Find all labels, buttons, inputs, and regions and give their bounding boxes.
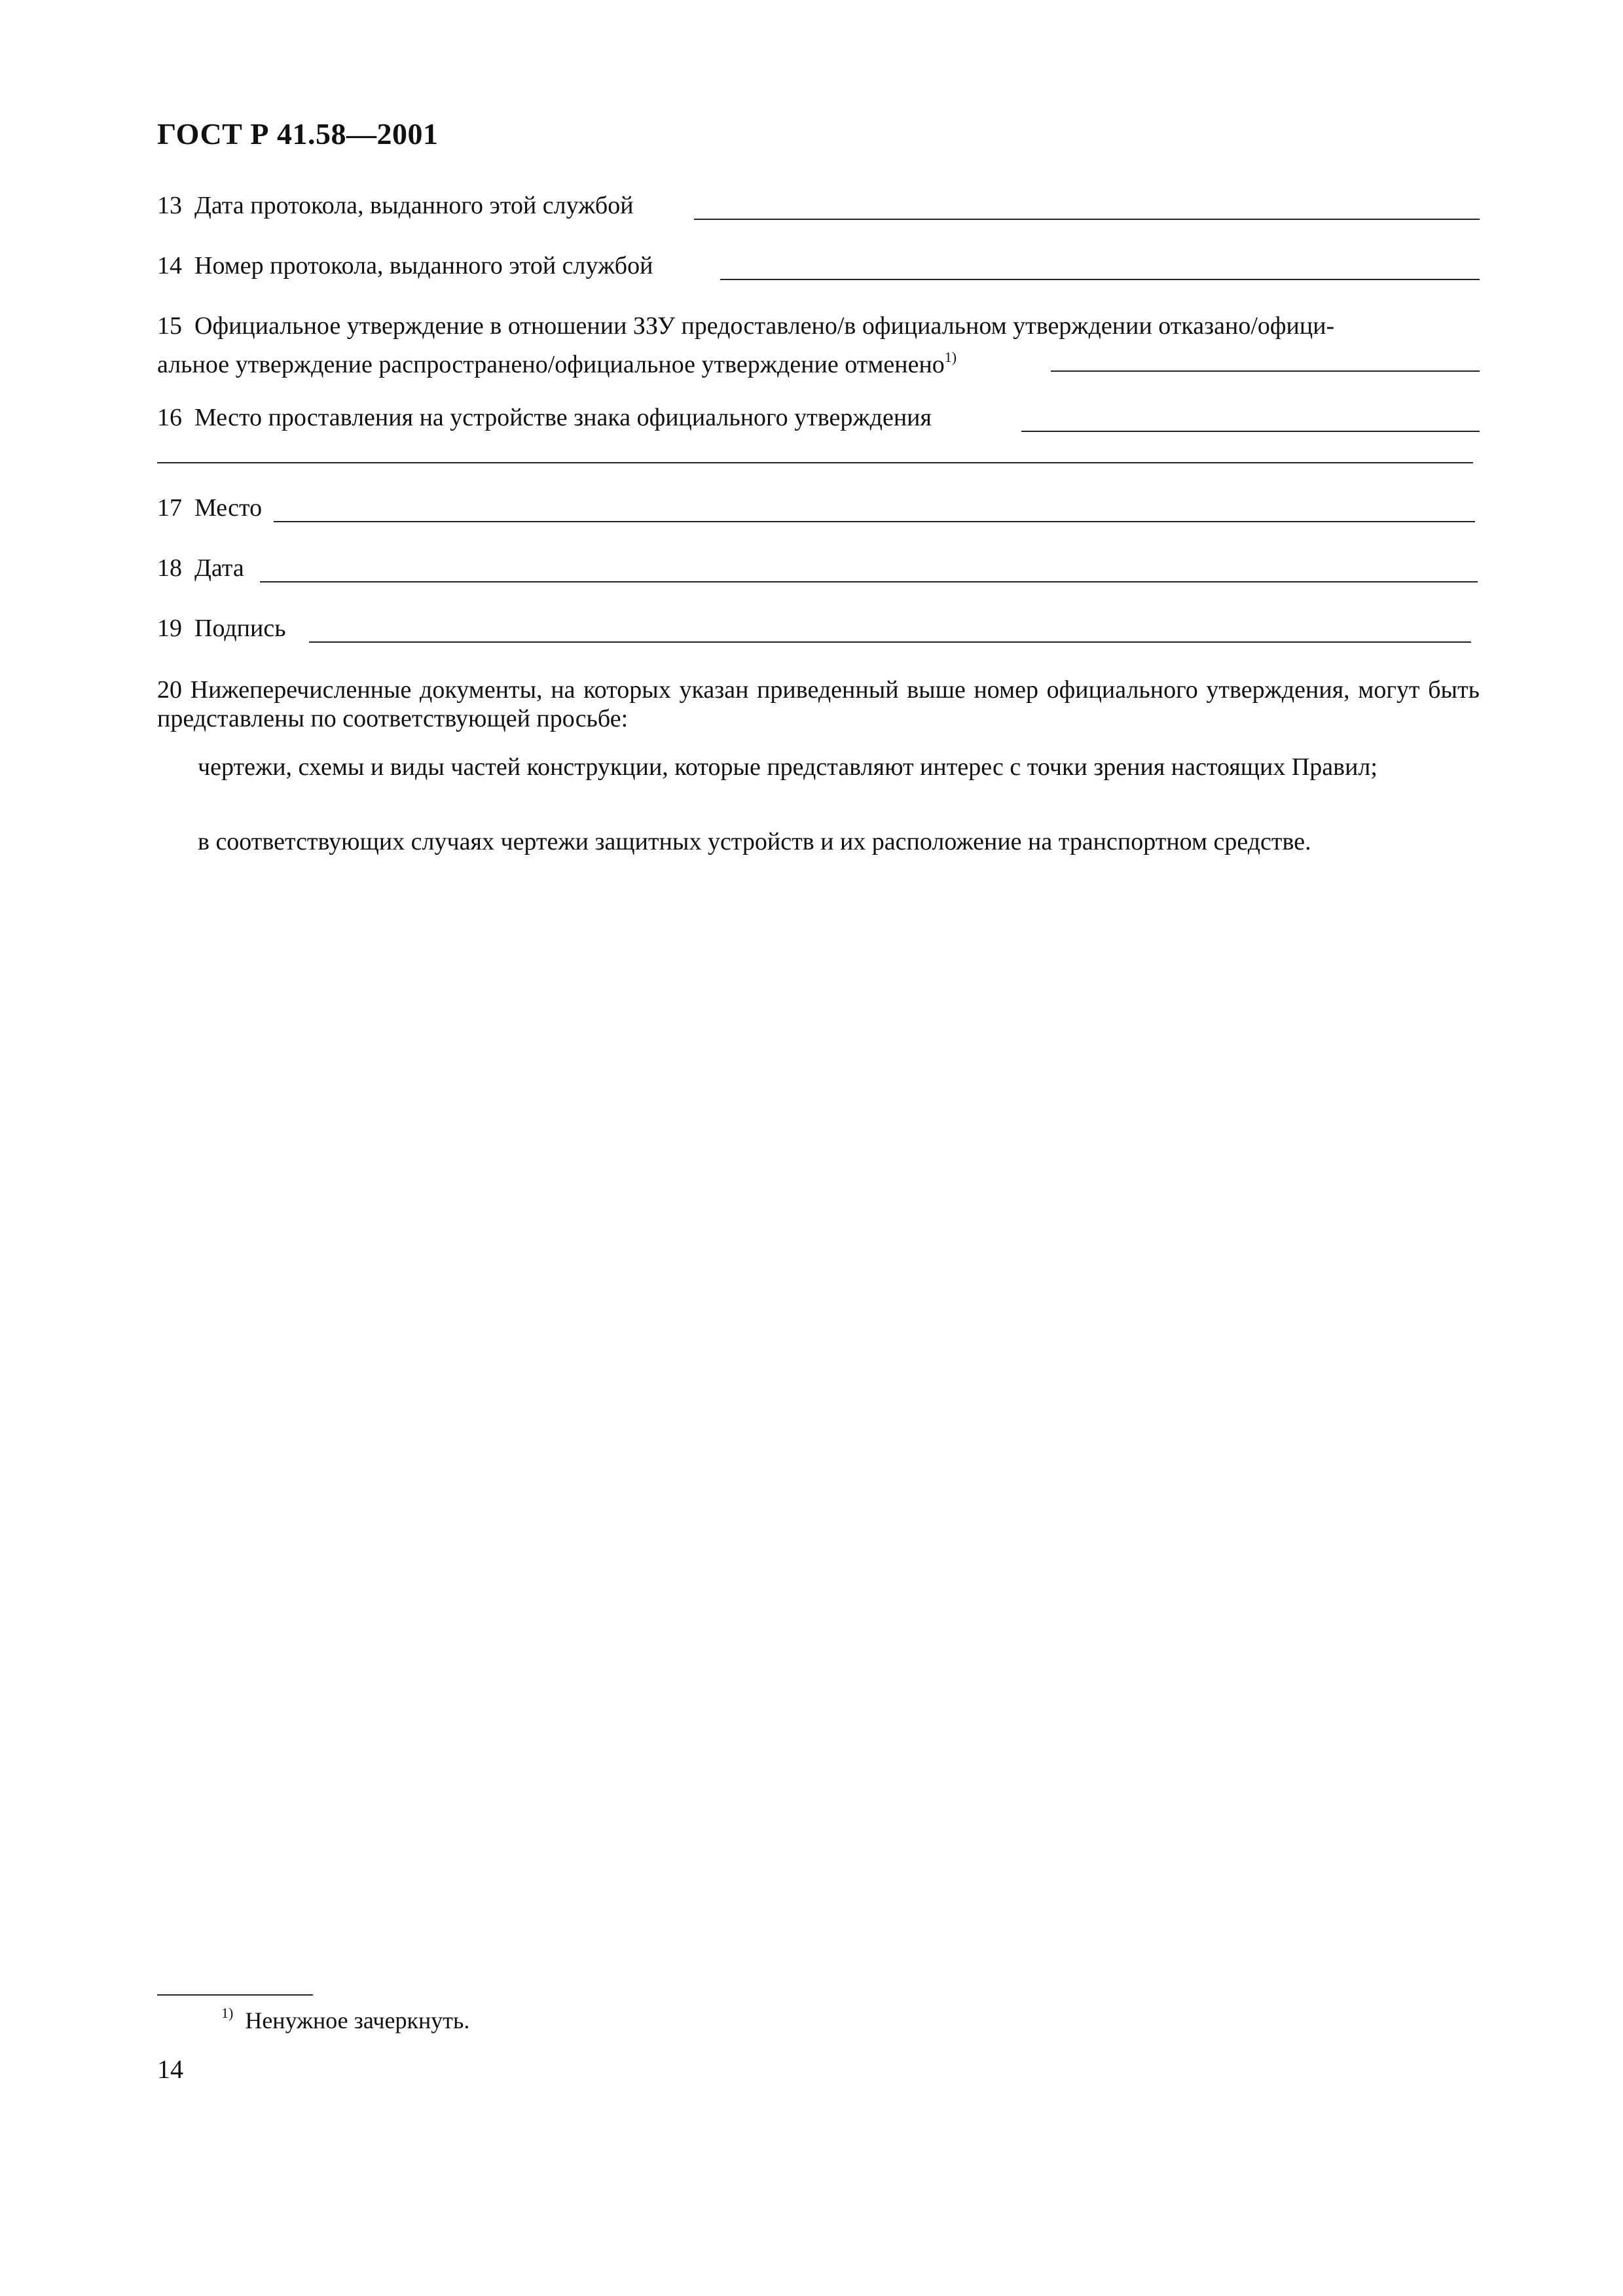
item-18: [157, 552, 244, 584]
item-15-blank[interactable]: [1051, 370, 1480, 372]
footnote-separator: [157, 1994, 313, 1996]
item-16-label: Место проставления на устройстве знака официального утверждения: [194, 404, 932, 431]
item-16: [157, 402, 932, 433]
item-14-blank[interactable]: [720, 279, 1480, 280]
item-16-blank[interactable]: [1021, 431, 1480, 432]
item-17-number: 17: [157, 494, 182, 522]
document-header: ГОСТ Р 41.58—2001: [157, 117, 439, 151]
footnote-text: Ненужное зачеркнуть.: [245, 2007, 470, 2034]
item-15-text-1: Официальное утверждение в отношении ЗЗУ предоставлено/в официальном утверждении отказано/офици-: [194, 312, 1335, 340]
item-17-label: Место: [194, 494, 263, 522]
item-15-text-2: альное утверждение распространено/официальное утверждение отменено: [157, 351, 945, 378]
item-19-blank[interactable]: [309, 641, 1471, 643]
list-paragraph-2: в соответствующих случаях чертежи защитных устройств и их расположение на транспортном средстве.: [198, 828, 1311, 855]
item-14: [157, 250, 653, 281]
item-16-blank-2[interactable]: [157, 462, 1473, 463]
item-19-label: Подпись: [194, 615, 286, 642]
item-20-text: Нижеперечисленные документы, на которых указан приведенный выше номер официального утверждения, могут быть представлены по соответствующей просьбе:: [157, 676, 1480, 732]
item-18-blank[interactable]: [260, 581, 1478, 583]
list-paragraph-1: чертежи, схемы и виды частей конструкции, которые представляют интерес с точки зрения настоящих Правил;: [198, 753, 1377, 781]
item-15-line-2: [157, 342, 957, 380]
page-number: 14: [157, 2054, 183, 2084]
item-17-blank[interactable]: [274, 521, 1475, 522]
footnote-mark: 1): [221, 2005, 234, 2021]
item-13-number: 13: [157, 192, 182, 219]
item-14-label: Номер протокола, выданного этой службой: [194, 252, 653, 279]
item-18-number: 18: [157, 554, 182, 582]
item-13-label: Дата протокола, выданного этой службой: [194, 192, 634, 219]
item-16-number: 16: [157, 404, 182, 431]
item-17: [157, 492, 262, 524]
item-15-number: 15: [157, 312, 182, 340]
item-14-number: 14: [157, 252, 182, 279]
item-19: [157, 613, 286, 644]
item-13: [157, 190, 634, 221]
item-20: [157, 675, 1480, 733]
item-13-blank[interactable]: [694, 219, 1480, 220]
item-15-line-1: [157, 310, 1334, 342]
item-19-number: 19: [157, 615, 182, 642]
footnote: [221, 1998, 469, 2036]
item-18-label: Дата: [194, 554, 244, 582]
item-15-footnote-mark: 1): [944, 349, 957, 365]
item-20-number: 20: [157, 676, 182, 704]
